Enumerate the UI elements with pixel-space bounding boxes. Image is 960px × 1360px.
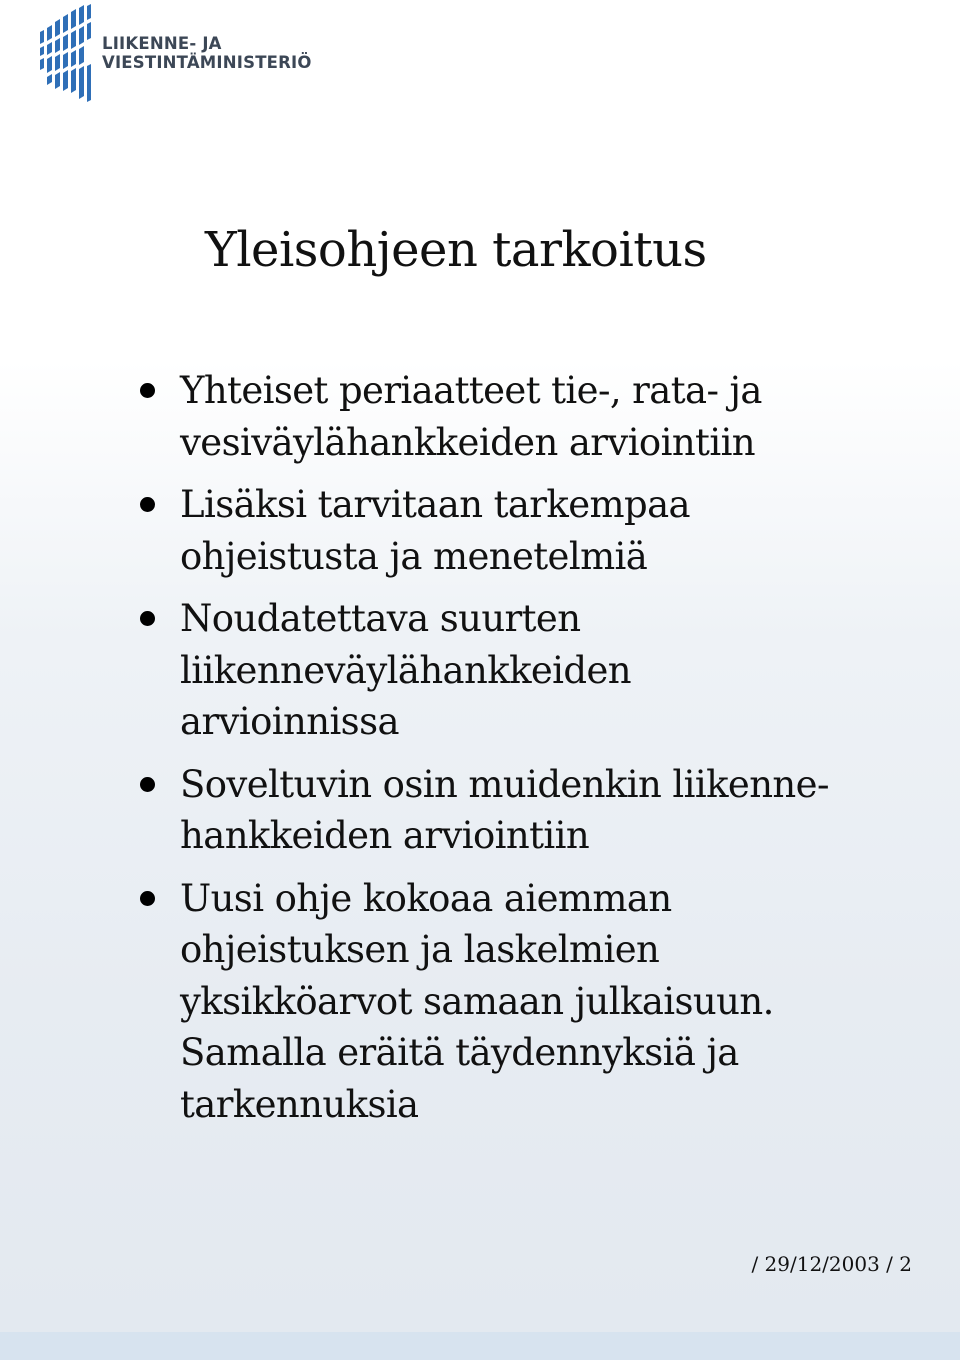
bullet-line: tarkennuksia <box>180 1082 419 1126</box>
bullet-dot-icon <box>140 777 155 792</box>
bullet-line: arvioinnissa <box>180 700 399 743</box>
bottom-band <box>0 1332 960 1360</box>
bullet-list <box>138 365 898 1141</box>
logo-line-2: VIESTINTÄMINISTERIÖ <box>102 53 312 72</box>
bullet-dot-icon <box>140 497 155 512</box>
ministry-logo-mark <box>38 4 98 104</box>
bullet-line: Soveltuvin osin muidenkin liikenne- <box>180 762 829 806</box>
bullet-dot-icon <box>140 611 155 626</box>
bullet-item <box>138 593 898 748</box>
bullet-line: yksikköarvot samaan julkaisuun. <box>180 979 774 1023</box>
bullet-line: liikenneväylähankkeiden <box>180 648 632 692</box>
bullet-item <box>138 759 898 862</box>
bullet-line: ohjeistuksen ja laskelmien <box>180 928 660 971</box>
bullet-line: Noudatettava suurten <box>180 597 581 640</box>
bullet-line: Uusi ohje kokoaa aiemman <box>180 876 672 920</box>
page-title: Yleisohjeen tarkoitus <box>205 222 707 278</box>
logo-line-1: LIIKENNE- JA <box>102 34 222 53</box>
bullet-line: Samalla eräitä täydennyksiä ja <box>180 1031 739 1074</box>
bullet-line: Lisäksi tarvitaan tarkempaa <box>180 483 691 526</box>
bullet-item <box>138 479 898 582</box>
bullet-line: ohjeistusta ja menetelmiä <box>180 534 648 578</box>
bullet-item <box>138 365 898 468</box>
ministry-logo <box>38 4 378 104</box>
logo-wordmark <box>102 34 312 72</box>
bullet-line: vesiväylähankkeiden arviointiin <box>180 420 756 464</box>
bullet-dot-icon <box>140 383 155 398</box>
bullet-line: Yhteiset periaatteet tie-, rata- ja <box>180 369 762 412</box>
slide-footer: / 29/12/2003 / 2 <box>751 1252 912 1276</box>
bullet-item <box>138 873 898 1131</box>
bullet-dot-icon <box>140 891 155 906</box>
bullet-line: hankkeiden arviointiin <box>180 814 590 857</box>
